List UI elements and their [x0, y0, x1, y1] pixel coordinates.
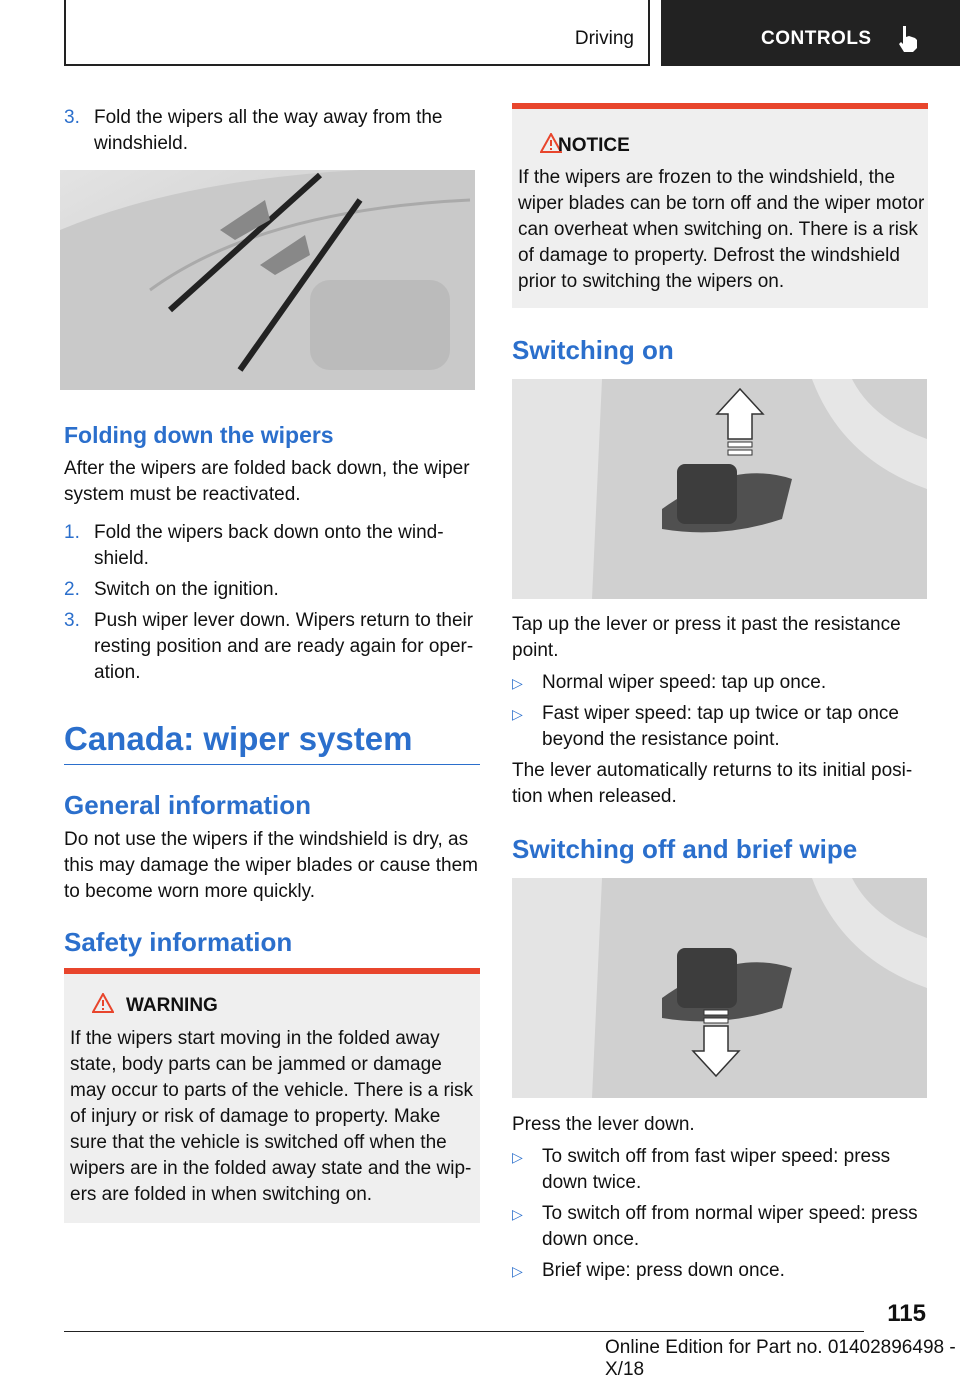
warning-bar — [64, 968, 480, 974]
step-number: 3. — [64, 610, 80, 631]
bullet-text: Brief wipe: press down once. — [542, 1260, 785, 1281]
wipers-folded-image — [60, 170, 475, 390]
footer-rule — [64, 1331, 864, 1332]
switching-off-heading: Switching off and brief wipe — [512, 834, 858, 864]
list-item — [64, 105, 480, 157]
general-info-heading: General information — [64, 790, 312, 820]
notice-box — [512, 103, 928, 308]
warning-triangle-icon — [92, 993, 114, 1013]
pointing-hand-icon — [895, 24, 921, 54]
lever-down-image — [512, 878, 927, 1098]
bullet-text: Normal wiper speed: tap up once. — [542, 672, 827, 693]
step-text: Switch on the ignition. — [94, 579, 279, 600]
step-text: Fold the wipers back down onto the windshield. — [94, 522, 444, 569]
folding-down-heading: Folding down the wipers — [64, 422, 334, 448]
switching-on-heading: Switching on — [512, 335, 674, 365]
bullet-triangle-icon: ▷ — [512, 675, 523, 691]
step-text: Push wiper lever down. Wipers return to their resting position and are ready again for operation. — [94, 610, 474, 683]
warning-text: If the wipers start moving in the folded away state, body parts can be jammed or damage may occur to parts of the vehicle. There is a risk of injury or risk of damage to property. Make sure that the vehicle is switched off when the wipers are in the folded away state and the wipers are folded in when switching on. — [70, 1028, 474, 1205]
header-left-frame — [64, 0, 650, 66]
heading-rule — [64, 764, 480, 765]
bullet-triangle-icon: ▷ — [512, 1149, 523, 1165]
warning-box — [64, 968, 480, 1223]
notice-bar — [512, 103, 928, 109]
step-number: 3. — [64, 107, 80, 128]
general-info-text: Do not use the wipers if the windshield is dry, as this may damage the wiper blades or cause them to become worn more quickly. — [64, 829, 478, 902]
step-text: Fold the wipers all the way away from the windshield. — [94, 107, 443, 154]
folding-down-intro: After the wipers are folded back down, the wiper system must be reactivated. — [64, 458, 470, 505]
lever-up-image — [512, 379, 927, 599]
bullet-text: To switch off from fast wiper speed: press down twice. — [542, 1146, 891, 1193]
switching-on-intro: Tap up the lever or press it past the resistance point. — [512, 614, 901, 661]
step-number: 2. — [64, 579, 80, 600]
canada-heading: Canada: wiper system — [64, 720, 413, 757]
warning-title: WARNING — [126, 995, 218, 1016]
step-number: 1. — [64, 522, 80, 543]
header-chapter-label: CONTROLS — [761, 28, 872, 49]
page-number: 115 — [887, 1300, 926, 1327]
switching-off-intro: Press the lever down. — [512, 1114, 695, 1135]
header-section-label: Driving — [574, 28, 634, 49]
header-chapter-tab — [661, 0, 960, 66]
switching-on-outro: The lever automatically returns to its initial position when released. — [512, 760, 913, 807]
bullet-text: To switch off from normal wiper speed: press down once. — [542, 1203, 918, 1250]
bullet-text: Fast wiper speed: tap up twice or tap once beyond the resistance point. — [542, 703, 899, 750]
bullet-triangle-icon: ▷ — [512, 1206, 523, 1222]
bullet-triangle-icon: ▷ — [512, 1263, 523, 1279]
footer-edition: Online Edition for Part no. 01402896498 - X/18 — [605, 1337, 956, 1380]
notice-title: NOTICE — [558, 135, 630, 156]
safety-info-heading: Safety information — [64, 927, 293, 957]
bullet-triangle-icon: ▷ — [512, 706, 523, 722]
notice-text: If the wipers are frozen to the windshield, the wiper blades can be torn off and the wiper motor can overheat when switching on. There is a risk of damage to property. Defrost the windshield prior to switching the wipers on. — [518, 167, 925, 292]
